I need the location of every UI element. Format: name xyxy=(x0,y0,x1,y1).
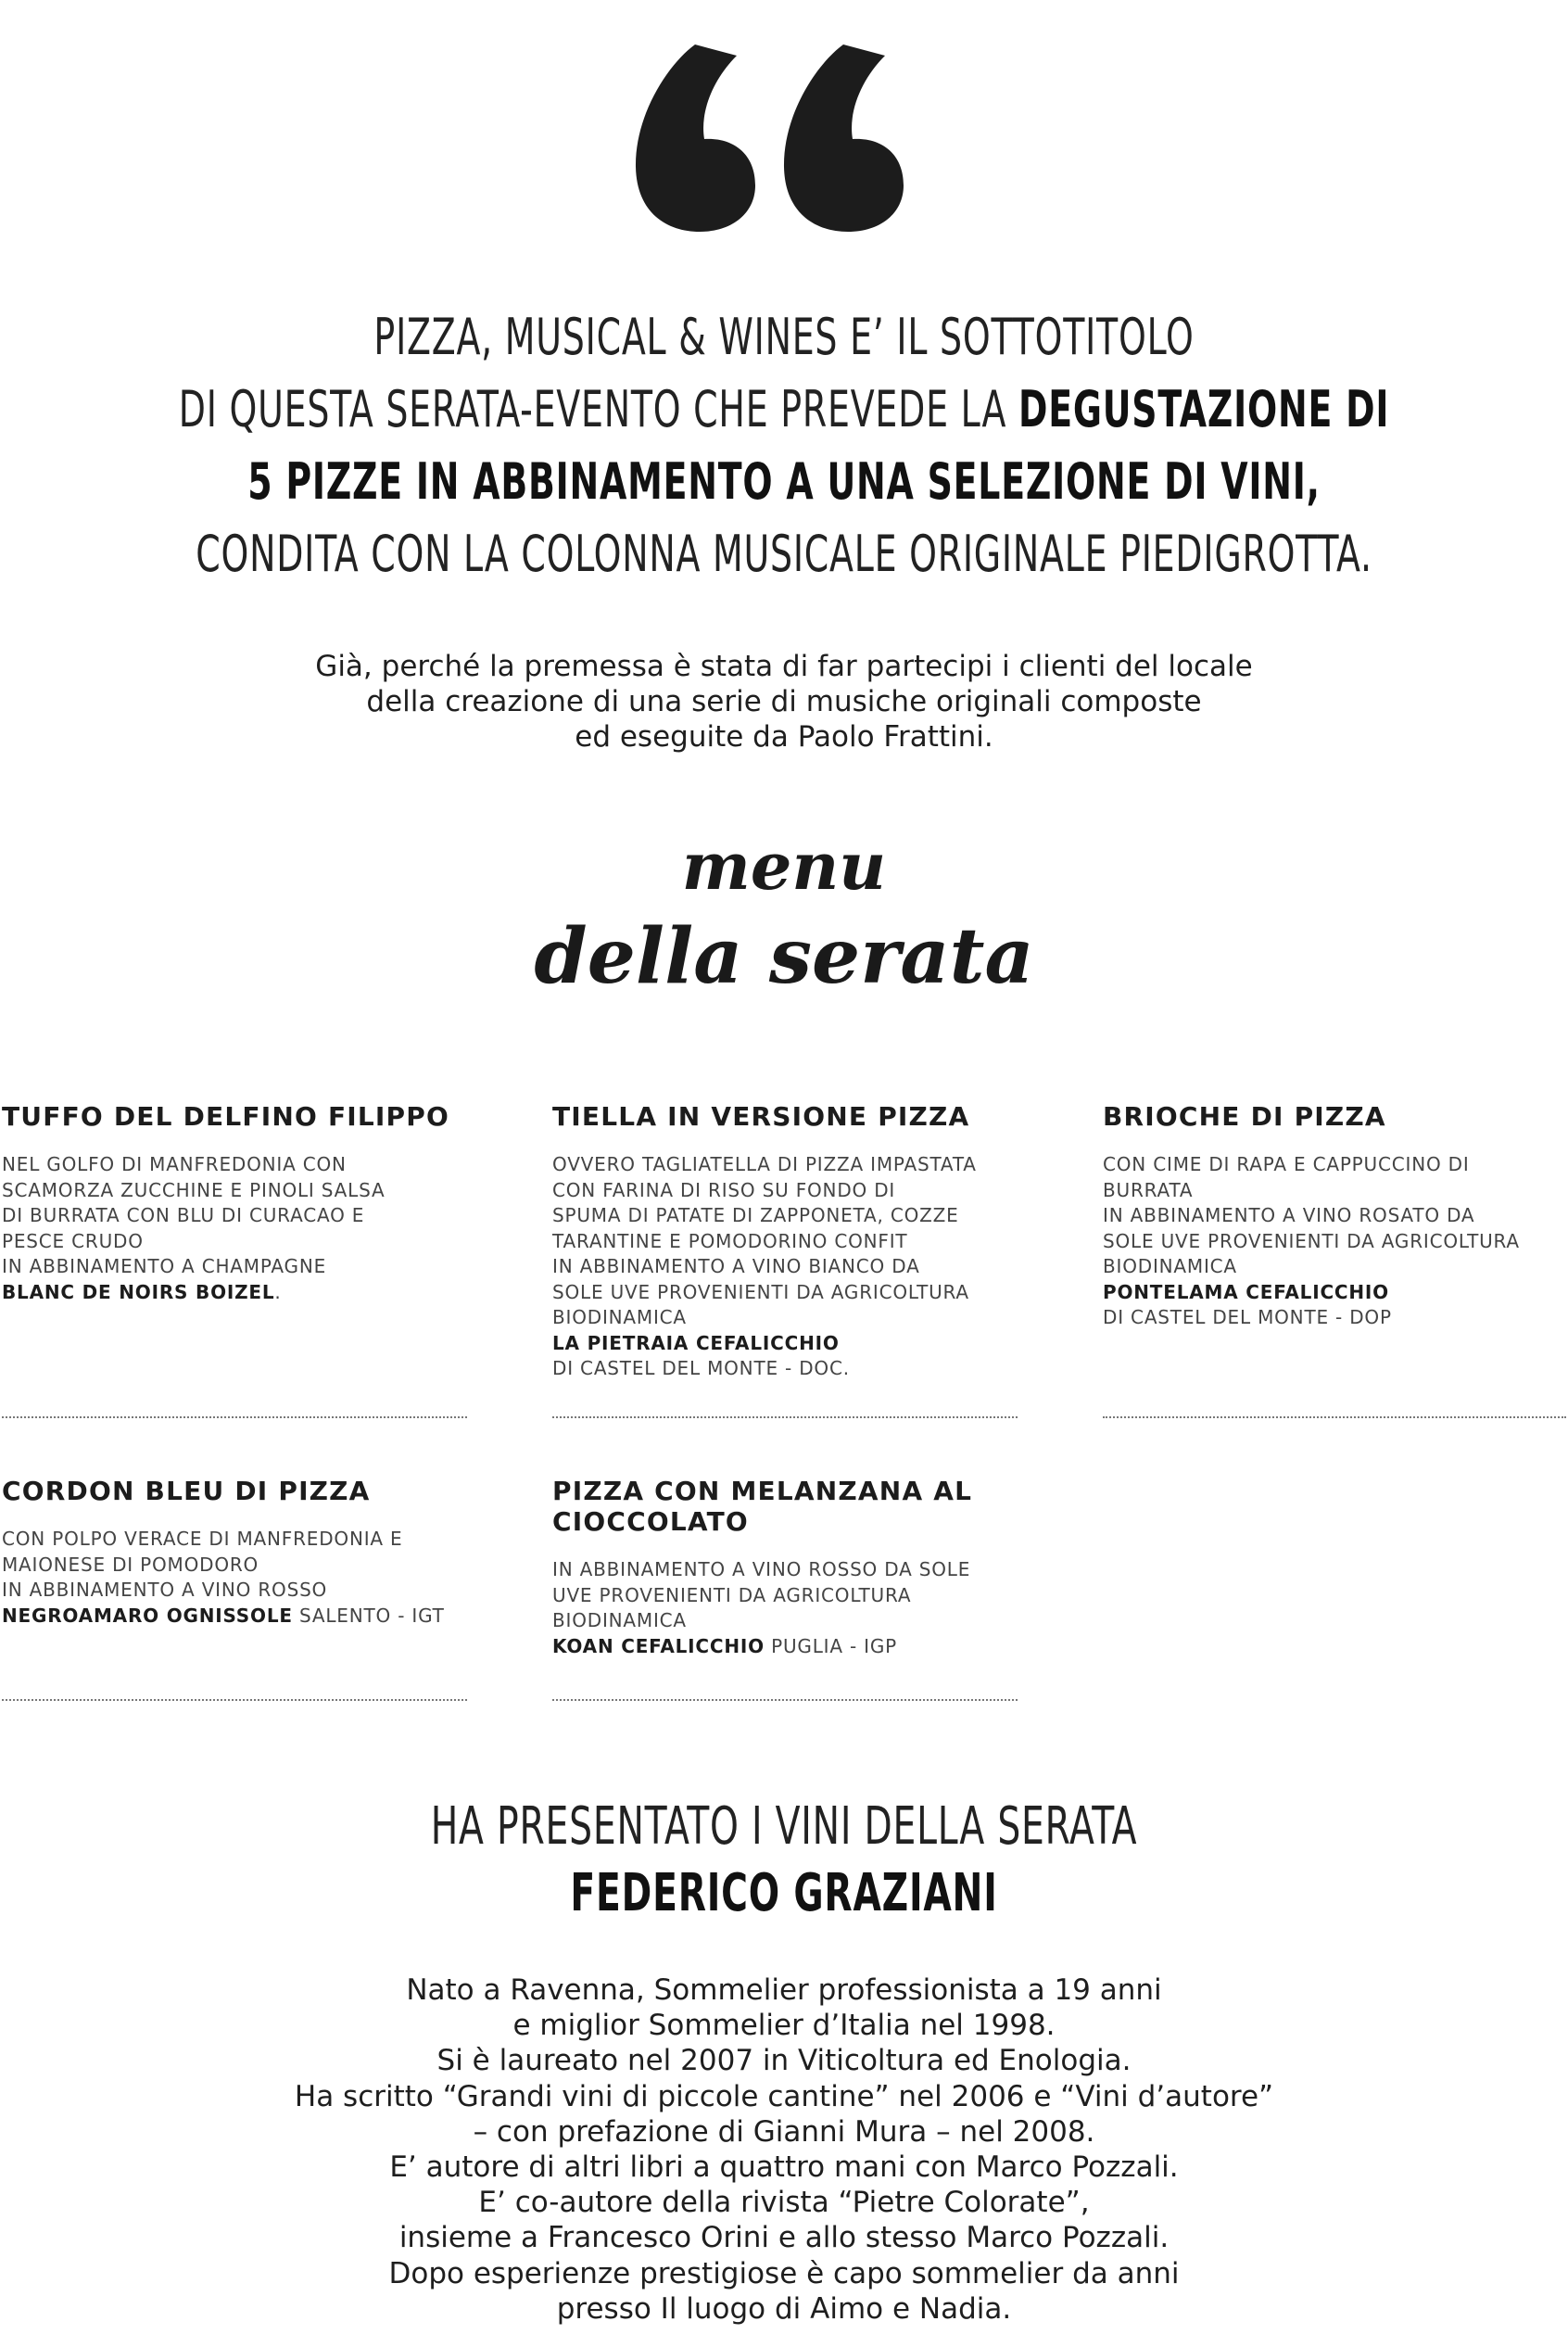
bio-line: e miglior Sommelier d’Italia nel 1998. xyxy=(512,2009,1056,2043)
dish-wine-name: PONTELAMA CEFALICCHIO xyxy=(1103,1280,1389,1303)
dish-description-line: BIODINAMICA xyxy=(552,1306,687,1328)
dish-wine-suffix: SALENTO - IGT xyxy=(292,1604,445,1627)
dish-wine-suffix: PUGLIA - IGP xyxy=(764,1634,898,1657)
dish-card-tiella xyxy=(552,1101,1025,1382)
dish-description xyxy=(552,1557,1025,1659)
dotted-separator xyxy=(2,1416,467,1418)
dish-description-line: UVE PROVENIENTI DA AGRICOLTURA xyxy=(552,1583,912,1606)
dish-description-line: PESCE CRUDO xyxy=(2,1229,144,1252)
bio-line: insieme a Francesco Orini e allo stesso Marco Pozzali. xyxy=(398,2221,1170,2255)
intro-headline-line-2-bold: DEGUSTAZIONE DI xyxy=(1018,380,1390,438)
dish-wine-name: BLANC DE NOIRS BOIZEL xyxy=(2,1280,275,1303)
dish-description-line: SOLE UVE PROVENIENTI DA AGRICOLTURA xyxy=(552,1280,969,1303)
dish-description-line: IN ABBINAMENTO A VINO ROSSO xyxy=(2,1579,328,1601)
intro-headline xyxy=(172,301,1396,590)
dish-description xyxy=(2,1527,474,1629)
bio-line: presso Il luogo di Aimo e Nadia. xyxy=(556,2291,1012,2326)
menu-title-line-2: della serata xyxy=(534,912,1034,1001)
bio-line: Si è laureato nel 2007 in Viticoltura ed Enologia. xyxy=(436,2044,1132,2078)
dish-wine-origin: DI CASTEL DEL MONTE - DOP xyxy=(1103,1306,1392,1328)
dish-description-line: DI BURRATA CON BLU DI CURACAO E xyxy=(2,1204,365,1226)
dish-wine-line xyxy=(2,1604,474,1630)
dish-description-line: CON FARINA DI RISO SU FONDO DI xyxy=(552,1178,896,1201)
intro-paragraph-line: della creazione di una serie di musiche originali composte xyxy=(366,685,1202,718)
dotted-separator xyxy=(1103,1416,1566,1418)
quotation-mark-icon xyxy=(630,37,927,241)
dish-name: TUFFO DEL DELFINO FILIPPO xyxy=(2,1101,449,1132)
presenter-bio xyxy=(0,1972,1568,2327)
dotted-separator xyxy=(552,1699,1018,1701)
bio-line: Dopo esperienze prestigiose è capo sommelier da anni xyxy=(388,2256,1180,2290)
dish-name xyxy=(552,1476,1025,1537)
menu-title-line-1: menu xyxy=(681,828,887,905)
dish-name: TIELLA IN VERSIONE PIZZA xyxy=(552,1101,970,1132)
bio-line: – con prefazione di Gianni Mura – nel 2008. xyxy=(473,2114,1095,2149)
dish-description-line: OVVERO TAGLIATELLA DI PIZZA IMPASTATA xyxy=(552,1153,977,1175)
dish-wine-name: NEGROAMARO OGNISSOLE xyxy=(2,1604,293,1627)
dotted-separator xyxy=(2,1699,467,1701)
dish-wine-name: LA PIETRAIA CEFALICCHIO xyxy=(552,1331,840,1354)
presenter-label: HA PRESENTATO I VINI DELLA SERATA xyxy=(430,1796,1138,1857)
bio-line: Ha scritto “Grandi vini di piccole cantine” nel 2006 e “Vini d’autore” xyxy=(294,2079,1274,2113)
dish-wine-line xyxy=(552,1634,1025,1660)
presenter-name: FEDERICO GRAZIANI xyxy=(570,1863,998,1923)
dotted-separator xyxy=(552,1416,1018,1418)
intro-headline-line-1: PIZZA, MUSICAL & WINES E’ IL SOTTOTITOLO xyxy=(373,308,1195,366)
dish-description-line: SPUMA DI PATATE DI ZAPPONETA, COZZE xyxy=(552,1204,959,1226)
dish-wine-origin: DI CASTEL DEL MONTE - DOC. xyxy=(552,1357,850,1379)
dish-wine-suffix: . xyxy=(274,1280,282,1303)
dish-name-line-2: CIOCCOLATO xyxy=(552,1506,749,1537)
dish-card-cordon-bleu xyxy=(2,1476,474,1629)
bio-line: Nato a Ravenna, Sommelier professionista a 19 anni xyxy=(406,1973,1162,2007)
dish-description-line: NEL GOLFO DI MANFREDONIA CON xyxy=(2,1153,347,1175)
dish-description-line: IN ABBINAMENTO A VINO BIANCO DA xyxy=(552,1255,920,1277)
intro-paragraph-line: ed eseguite da Paolo Frattini. xyxy=(575,720,993,754)
dish-wine-line xyxy=(552,1331,1025,1357)
dish-description xyxy=(2,1152,474,1305)
intro-paragraph-line: Già, perché la premessa è stata di far partecipi i clienti del locale xyxy=(315,650,1253,683)
dish-wine-line xyxy=(1103,1280,1568,1306)
dish-description-line: TARANTINE E POMODORINO CONFIT xyxy=(552,1229,908,1252)
dish-description-line: MAIONESE DI POMODORO xyxy=(2,1553,259,1576)
dish-description-line: IN ABBINAMENTO A VINO ROSATO DA xyxy=(1103,1204,1475,1226)
intro-headline-line-2 xyxy=(172,374,1396,446)
dish-card-melanzana xyxy=(552,1476,1025,1659)
intro-headline-line-4: CONDITA CON LA COLONNA MUSICALE ORIGINALE PIEDIGROTTA. xyxy=(196,525,1372,583)
dish-wine-line xyxy=(2,1280,474,1306)
presenter-heading xyxy=(0,1794,1568,1927)
dish-description-line: BURRATA xyxy=(1103,1178,1194,1201)
dish-description-line: CON CIME DI RAPA E CAPPUCCINO DI xyxy=(1103,1153,1470,1175)
bio-line: E’ autore di altri libri a quattro mani con Marco Pozzali. xyxy=(389,2150,1179,2185)
dish-description xyxy=(1103,1152,1568,1331)
dish-description-line: IN ABBINAMENTO A CHAMPAGNE xyxy=(2,1255,327,1277)
dish-description xyxy=(552,1152,1025,1382)
dish-name: CORDON BLEU DI PIZZA xyxy=(2,1476,371,1506)
dish-description-line: BIODINAMICA xyxy=(552,1609,687,1631)
dish-description-line: BIODINAMICA xyxy=(1103,1255,1237,1277)
dish-wine-name: KOAN CEFALICCHIO xyxy=(552,1634,765,1657)
dish-card-brioche xyxy=(1103,1101,1568,1331)
dish-name: BRIOCHE DI PIZZA xyxy=(1103,1101,1386,1132)
intro-headline-line-2-plain: DI QUESTA SERATA-EVENTO CHE PREVEDE LA xyxy=(178,380,1018,438)
dish-name-line-1: PIZZA CON MELANZANA AL xyxy=(552,1476,973,1506)
dish-card-tuffo xyxy=(2,1101,474,1305)
dish-description-line: SOLE UVE PROVENIENTI DA AGRICOLTURA xyxy=(1103,1229,1520,1252)
bio-line: E’ co-autore della rivista “Pietre Colorate”, xyxy=(478,2186,1090,2220)
intro-paragraph xyxy=(0,649,1568,755)
menu-title xyxy=(0,825,1568,1005)
dish-description-line: IN ABBINAMENTO A VINO ROSSO DA SOLE xyxy=(552,1558,971,1580)
dish-description-line: CON POLPO VERACE DI MANFREDONIA E xyxy=(2,1528,403,1550)
intro-headline-line-3: 5 PIZZE IN ABBINAMENTO A UNA SELEZIONE DI VINI, xyxy=(247,452,1321,511)
dish-description-line: SCAMORZA ZUCCHINE E PINOLI SALSA xyxy=(2,1178,386,1201)
